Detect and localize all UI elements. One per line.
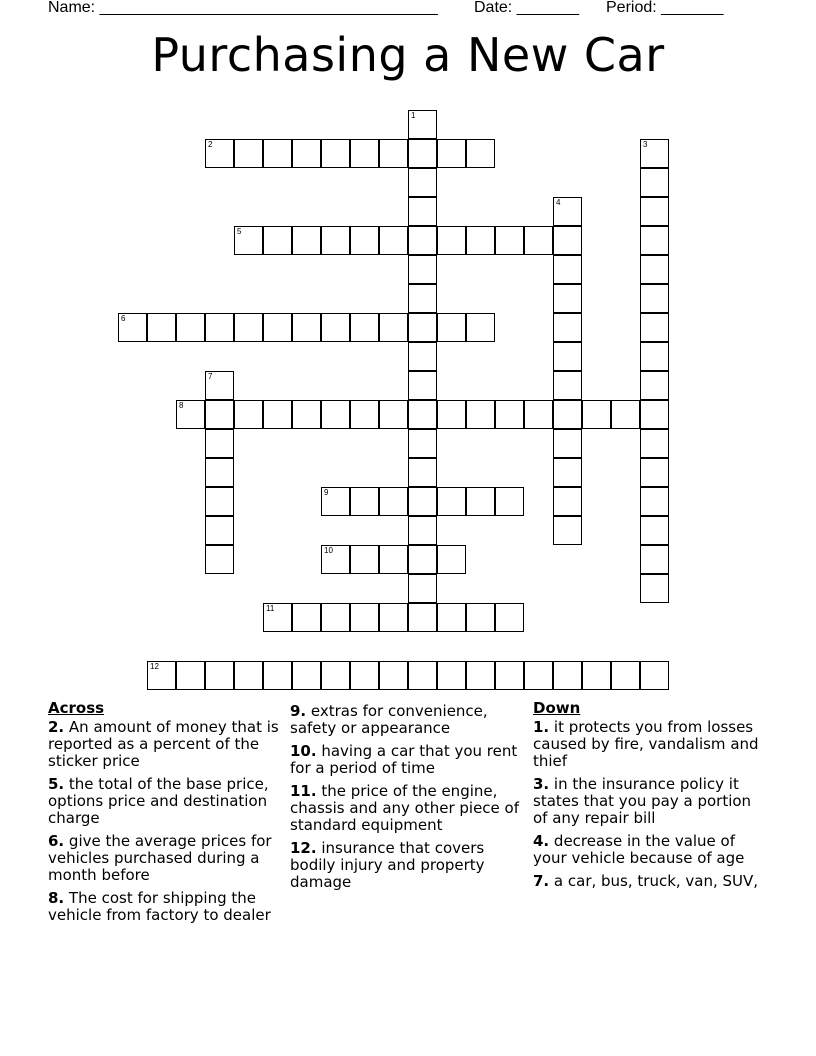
- clue-text: having a car that you rent for a period of time: [290, 742, 518, 777]
- crossword-cell[interactable]: [234, 661, 263, 690]
- crossword-cell[interactable]: [379, 661, 408, 690]
- clue-number: 7.: [533, 872, 550, 890]
- clue-number: 4.: [533, 832, 550, 850]
- crossword-cell[interactable]: [640, 342, 669, 371]
- crossword-cell[interactable]: [553, 284, 582, 313]
- clue-number: 12: [150, 662, 159, 671]
- crossword-cell[interactable]: [495, 603, 524, 632]
- down-heading: Down: [533, 699, 581, 717]
- crossword-cell[interactable]: [350, 487, 379, 516]
- clue-number: 9.: [290, 702, 307, 720]
- clue-text: insurance that covers bodily injury and property damage: [290, 839, 485, 891]
- clue-item: [533, 873, 769, 890]
- crossword-cell[interactable]: [466, 487, 495, 516]
- crossword-cell[interactable]: [350, 139, 379, 168]
- crossword-cell[interactable]: [263, 400, 292, 429]
- crossword-cell[interactable]: [292, 661, 321, 690]
- crossword-cell[interactable]: [263, 226, 292, 255]
- crossword-cell[interactable]: [524, 661, 553, 690]
- crossword-cell[interactable]: [611, 400, 640, 429]
- clue-text: the total of the base price, options price and destination charge: [48, 775, 269, 827]
- crossword-cell[interactable]: [582, 661, 611, 690]
- clue-item: [533, 776, 769, 827]
- crossword-cell[interactable]: [553, 487, 582, 516]
- crossword-cell[interactable]: [321, 400, 350, 429]
- crossword-cell[interactable]: [408, 110, 437, 139]
- crossword-cell[interactable]: [553, 197, 582, 226]
- clue-item: [290, 703, 526, 737]
- crossword-cell[interactable]: [205, 545, 234, 574]
- clue-number: 3: [643, 140, 648, 149]
- clue-text: decrease in the value of your vehicle because of age: [533, 832, 745, 867]
- clue-number: 6: [121, 314, 126, 323]
- crossword-cell[interactable]: [437, 661, 466, 690]
- name-field[interactable]: Name: ______________________________________: [48, 0, 438, 16]
- crossword-cell[interactable]: [524, 400, 553, 429]
- crossword-cell[interactable]: [350, 603, 379, 632]
- crossword-cell[interactable]: [553, 313, 582, 342]
- clue-item: [290, 840, 526, 891]
- clue-number: 12.: [290, 839, 317, 857]
- crossword-cell[interactable]: [466, 661, 495, 690]
- crossword-cell[interactable]: [408, 313, 437, 342]
- crossword-cell[interactable]: [640, 255, 669, 284]
- crossword-cell[interactable]: [437, 313, 466, 342]
- crossword-cell[interactable]: [147, 313, 176, 342]
- crossword-cell[interactable]: [205, 429, 234, 458]
- crossword-cell[interactable]: [321, 545, 350, 574]
- crossword-cell[interactable]: [553, 516, 582, 545]
- crossword-cell[interactable]: [321, 603, 350, 632]
- across-clues-col1: [48, 700, 284, 930]
- crossword-cell[interactable]: [408, 458, 437, 487]
- clue-item: [290, 743, 526, 777]
- clue-number: 2: [208, 140, 213, 149]
- crossword-cell[interactable]: [292, 313, 321, 342]
- crossword-cell[interactable]: [495, 661, 524, 690]
- crossword-cell[interactable]: [292, 400, 321, 429]
- crossword-cell[interactable]: [263, 661, 292, 690]
- crossword-cell[interactable]: [379, 139, 408, 168]
- crossword-cell[interactable]: [408, 139, 437, 168]
- crossword-cell[interactable]: [176, 313, 205, 342]
- crossword-cell[interactable]: [205, 371, 234, 400]
- crossword-cell[interactable]: [234, 226, 263, 255]
- crossword-cell[interactable]: [205, 139, 234, 168]
- crossword-cell[interactable]: [408, 342, 437, 371]
- crossword-cell[interactable]: [466, 139, 495, 168]
- crossword-cell[interactable]: [408, 429, 437, 458]
- crossword-cell[interactable]: [321, 661, 350, 690]
- crossword-cell[interactable]: [263, 139, 292, 168]
- crossword-cell[interactable]: [292, 139, 321, 168]
- crossword-cell[interactable]: [466, 400, 495, 429]
- clue-item: [533, 719, 769, 770]
- crossword-cell[interactable]: [524, 226, 553, 255]
- crossword-cell[interactable]: [234, 400, 263, 429]
- clue-number: 10.: [290, 742, 317, 760]
- crossword-cell[interactable]: [408, 255, 437, 284]
- crossword-cell[interactable]: [350, 400, 379, 429]
- down-clues: [533, 700, 769, 896]
- crossword-cell[interactable]: [495, 226, 524, 255]
- clue-number: 11.: [290, 782, 317, 800]
- crossword-cell[interactable]: [553, 255, 582, 284]
- crossword-cell[interactable]: [640, 400, 669, 429]
- clue-number: 10: [324, 546, 333, 555]
- clue-item: [48, 719, 284, 770]
- crossword-cell[interactable]: [147, 661, 176, 690]
- crossword-cell[interactable]: [321, 487, 350, 516]
- crossword-cell[interactable]: [640, 197, 669, 226]
- crossword-cell[interactable]: [408, 574, 437, 603]
- clue-number: 4: [556, 198, 561, 207]
- date-field[interactable]: Date: _______: [474, 0, 579, 16]
- clue-number: 5.: [48, 775, 65, 793]
- crossword-cell[interactable]: [408, 284, 437, 313]
- crossword-cell[interactable]: [321, 313, 350, 342]
- crossword-cell[interactable]: [437, 226, 466, 255]
- crossword-cell[interactable]: [611, 661, 640, 690]
- clue-item: [48, 890, 284, 924]
- crossword-cell[interactable]: [640, 545, 669, 574]
- crossword-cell[interactable]: [640, 458, 669, 487]
- crossword-cell[interactable]: [205, 516, 234, 545]
- crossword-cell[interactable]: [640, 313, 669, 342]
- crossword-cell[interactable]: [205, 458, 234, 487]
- crossword-cell[interactable]: [350, 226, 379, 255]
- crossword-cell[interactable]: [292, 603, 321, 632]
- crossword-cell[interactable]: [466, 313, 495, 342]
- clue-number: 8: [179, 401, 184, 410]
- clue-number: 1.: [533, 718, 550, 736]
- crossword-cell[interactable]: [553, 458, 582, 487]
- crossword-cell[interactable]: [553, 226, 582, 255]
- crossword-cell[interactable]: [205, 400, 234, 429]
- crossword-cell[interactable]: [640, 284, 669, 313]
- crossword-cell[interactable]: [321, 226, 350, 255]
- clue-text: it protects you from losses caused by fire, vandalism and thief: [533, 718, 759, 770]
- crossword-cell[interactable]: [640, 661, 669, 690]
- crossword-cell[interactable]: [205, 313, 234, 342]
- clue-number: 9: [324, 488, 329, 497]
- crossword-cell[interactable]: [466, 603, 495, 632]
- clue-item: [48, 833, 284, 884]
- clue-number: 5: [237, 227, 242, 236]
- crossword-cell[interactable]: [292, 226, 321, 255]
- crossword-cell[interactable]: [553, 429, 582, 458]
- clue-number: 11: [266, 604, 275, 613]
- crossword-cell[interactable]: [495, 400, 524, 429]
- clue-number: 7: [208, 372, 213, 381]
- crossword-cell[interactable]: [379, 545, 408, 574]
- crossword-cell[interactable]: [495, 487, 524, 516]
- clue-text: An amount of money that is reported as a percent of the sticker price: [48, 718, 279, 770]
- crossword-cell[interactable]: [379, 313, 408, 342]
- clue-text: extras for convenience, safety or appearance: [290, 702, 488, 737]
- crossword-cell[interactable]: [379, 226, 408, 255]
- period-field[interactable]: Period: _______: [606, 0, 724, 16]
- crossword-cell[interactable]: [466, 226, 495, 255]
- crossword-cell[interactable]: [640, 574, 669, 603]
- crossword-cell[interactable]: [379, 603, 408, 632]
- crossword-cell[interactable]: [640, 226, 669, 255]
- crossword-cell[interactable]: [437, 603, 466, 632]
- crossword-cell[interactable]: [408, 487, 437, 516]
- crossword-cell[interactable]: [408, 168, 437, 197]
- crossword-cell[interactable]: [379, 487, 408, 516]
- clue-text: in the insurance policy it states that you pay a portion of any repair bill: [533, 775, 752, 827]
- crossword-cell[interactable]: [176, 661, 205, 690]
- crossword-cell[interactable]: [408, 226, 437, 255]
- crossword-cell[interactable]: [408, 516, 437, 545]
- crossword-cell[interactable]: [640, 429, 669, 458]
- crossword-cell[interactable]: [350, 313, 379, 342]
- crossword-cell[interactable]: [553, 400, 582, 429]
- crossword-cell[interactable]: [408, 400, 437, 429]
- crossword-cell[interactable]: [437, 545, 466, 574]
- crossword-cell[interactable]: [553, 371, 582, 400]
- crossword-cell[interactable]: [437, 400, 466, 429]
- crossword-cell[interactable]: [176, 400, 205, 429]
- clue-text: The cost for shipping the vehicle from factory to dealer: [48, 889, 271, 924]
- clue-item: [533, 833, 769, 867]
- crossword-cell[interactable]: [234, 139, 263, 168]
- crossword-cell[interactable]: [640, 139, 669, 168]
- crossword-cell[interactable]: [350, 545, 379, 574]
- across-clues-col2: [290, 703, 526, 897]
- clue-item: [48, 776, 284, 827]
- crossword-cell[interactable]: [321, 139, 350, 168]
- crossword-cell[interactable]: [408, 197, 437, 226]
- crossword-cell[interactable]: [408, 371, 437, 400]
- crossword-cell[interactable]: [437, 139, 466, 168]
- crossword-cell[interactable]: [408, 603, 437, 632]
- crossword-cell[interactable]: [437, 487, 466, 516]
- clue-number: 8.: [48, 889, 65, 907]
- crossword-cell[interactable]: [582, 400, 611, 429]
- across-heading: Across: [48, 699, 105, 717]
- crossword-cell[interactable]: [379, 400, 408, 429]
- crossword-cell[interactable]: [263, 313, 292, 342]
- clue-text: a car, bus, truck, van, SUV,: [553, 872, 759, 890]
- crossword-cell[interactable]: [234, 313, 263, 342]
- crossword-cell[interactable]: [205, 661, 234, 690]
- crossword-cell[interactable]: [640, 516, 669, 545]
- clue-number: 1: [411, 111, 416, 120]
- crossword-cell[interactable]: [553, 342, 582, 371]
- crossword-cell[interactable]: [118, 313, 147, 342]
- clue-number: 6.: [48, 832, 65, 850]
- crossword-cell[interactable]: [263, 603, 292, 632]
- crossword-cell[interactable]: [205, 487, 234, 516]
- clue-number: 3.: [533, 775, 550, 793]
- crossword-cell[interactable]: [640, 371, 669, 400]
- crossword-cell[interactable]: [350, 661, 379, 690]
- page-title: Purchasing a New Car: [151, 28, 665, 82]
- clue-item: [290, 783, 526, 834]
- clue-text: give the average prices for vehicles purchased during a month before: [48, 832, 272, 884]
- crossword-cell[interactable]: [553, 661, 582, 690]
- crossword-cell[interactable]: [408, 545, 437, 574]
- clue-number: 2.: [48, 718, 65, 736]
- crossword-cell[interactable]: [408, 661, 437, 690]
- crossword-cell[interactable]: [640, 487, 669, 516]
- clue-text: the price of the engine, chassis and any other piece of standard equipment: [290, 782, 520, 834]
- crossword-cell[interactable]: [640, 168, 669, 197]
